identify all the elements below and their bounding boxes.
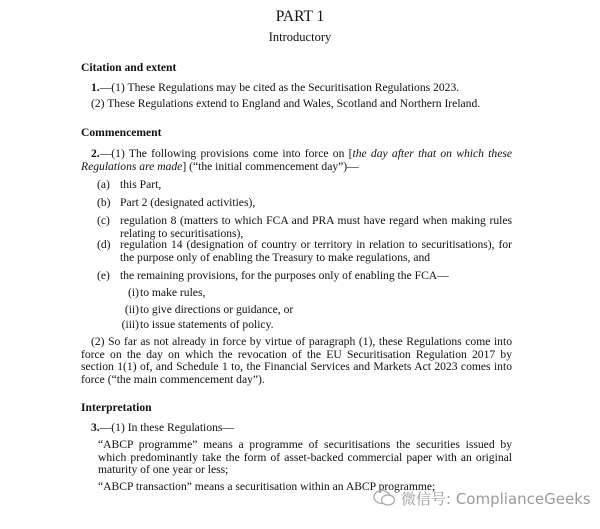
watermark [373, 489, 591, 509]
para-3-1 [81, 422, 512, 435]
item-label: (ii) [124, 303, 139, 316]
item-text: the remaining provisions, for the purposes only of enabling the FCA— [120, 269, 449, 282]
sub-item [113, 319, 513, 332]
wechat-icon [373, 489, 397, 509]
item-text: Part 2 (designated activities), [120, 196, 256, 209]
part-subtitle: Introductory [268, 30, 332, 44]
heading-interpretation: Interpretation [81, 401, 152, 414]
item-label: (d) [97, 238, 111, 251]
heading-commencement: Commencement [81, 126, 162, 139]
item-label: (i) [128, 286, 139, 299]
item-text: to give directions or guidance, or [140, 303, 294, 316]
item-label: (b) [97, 196, 111, 209]
item-label: (e) [97, 269, 110, 282]
sub-item [113, 287, 513, 300]
para-text: ] (“the initial commencement day”)— [182, 159, 359, 173]
para-italic-text: the day after that on which these Regulations are made [81, 147, 512, 173]
item-text: regulation 8 (matters to which FCA and PRA must have regard when making rules relating to securitisations), [120, 214, 512, 240]
para-2-2: (2) So far as not already in force by virtue of paragraph (1), these Regulations come into force on the day on which the revocation of the EU Securitisation Regulation 2017 by section 1(1) of, and Schedule 1 to, the Financial Services and Markets Act 2023 comes into force (“the main commencement day”). [81, 335, 512, 386]
definition: “ABCP programme” means a programme of securitisations the securities issued by which predominantly take the form of asset-backed commercial paper with an original maturity of one year or less; [98, 438, 512, 477]
item-text: regulation 14 (designation of country or territory in relation to securitisations), for the purpose only of enabling the Treasury to make regulations, and [120, 238, 512, 264]
para-text: —(1) In these Regulations— [99, 421, 234, 434]
para-text: —(1) These Regulations may be cited as the Securitisation Regulations 2023. [99, 81, 460, 94]
list-item [97, 239, 512, 264]
section-number: 1. [91, 81, 100, 94]
list-item [97, 270, 512, 283]
para-text: —(1) The following provisions come into force on [ [99, 147, 353, 160]
watermark-text: 微信号: ComplianceGeeks [401, 489, 591, 508]
item-label: (c) [97, 214, 110, 227]
item-label: (iii) [121, 318, 139, 331]
sub-item [113, 304, 513, 317]
section-number: 2. [91, 147, 100, 160]
item-text: to issue statements of policy. [140, 318, 274, 331]
heading-citation: Citation and extent [81, 61, 177, 74]
item-text: to make rules, [140, 286, 206, 299]
para-1-2: (2) These Regulations extend to England and Wales, Scotland and Northern Ireland. [91, 97, 481, 110]
list-item [97, 179, 512, 192]
para-1-1 [81, 82, 512, 95]
definition: “ABCP transaction” means a securitisation within an ABCP programme; [98, 480, 436, 493]
part-title: PART 1 [275, 8, 325, 25]
para-2-1 [81, 148, 512, 173]
item-text: this Part, [120, 178, 162, 191]
item-label: (a) [97, 178, 110, 191]
section-number: 3. [91, 421, 100, 434]
list-item [97, 197, 512, 210]
list-item [97, 215, 512, 240]
